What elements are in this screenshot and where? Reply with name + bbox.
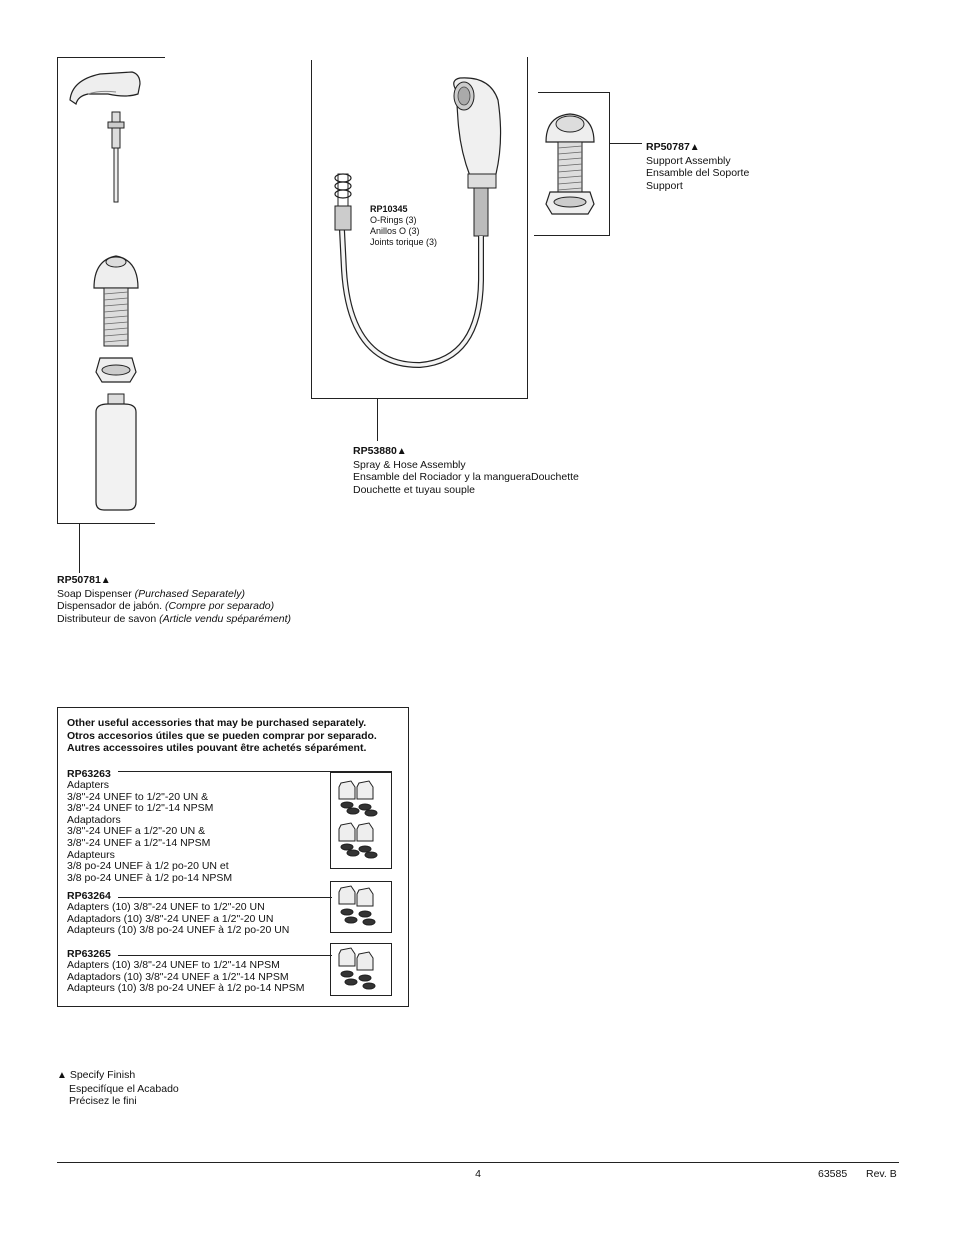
accessory-leader-3 [118, 955, 332, 956]
orings-line-fr: Joints torique (3) [370, 237, 438, 247]
accessories-box [57, 707, 409, 1007]
soap-bracket-bottom [57, 523, 155, 524]
spray-box-bottom [311, 398, 528, 399]
page-number: 4 [475, 1168, 481, 1180]
soap-bracket-top [57, 57, 165, 58]
specify-finish-marker: ▲ [100, 575, 111, 586]
adapter-set-illustration-1 [331, 773, 391, 868]
accessory-leader-2 [118, 897, 332, 898]
soap-dispenser-illustration [60, 60, 160, 520]
support-code: RP50787 [646, 141, 690, 153]
spray-hose-line-en: Spray & Hose Assembly [353, 458, 466, 471]
soap-leader-line [79, 523, 80, 573]
spray-hose-line-es: Ensamble del Rociador y la mangueraDouchette [353, 471, 579, 483]
orings-label [370, 204, 480, 248]
support-leader-line [609, 143, 642, 144]
specify-finish-footnote: ▲ Specify Finish Especifíque el Acabado Précisez le fini [57, 1069, 179, 1107]
soap-dispenser-label [57, 574, 357, 625]
soap-dispenser-line-fr: Distributeur de savon (Article vendu spéparément) [57, 612, 292, 625]
support-line-fr: Support [646, 179, 683, 192]
soap-dispenser-code: RP50781 [57, 574, 101, 586]
accessory-image-frame-1 [330, 772, 392, 869]
spray-box-left [311, 60, 312, 399]
orings-code: RP10345 [370, 204, 408, 214]
accessory-image-frame-3 [330, 943, 392, 996]
spray-hose-line-fr: Douchette et tuyau souple [353, 483, 476, 496]
support-line-en: Support Assembly [646, 154, 731, 167]
revision-label: Rev. B [866, 1168, 897, 1180]
support-line-es: Ensamble del Soporte [646, 167, 750, 179]
document-number: 63585 [818, 1168, 848, 1180]
adapter-set-illustration-3 [331, 944, 391, 995]
specify-finish-marker: ▲ [689, 142, 700, 153]
support-box-bottom [534, 235, 610, 236]
specify-finish-marker: ▲ [396, 446, 407, 457]
orings-line-en: O-Rings (3) [370, 215, 417, 225]
spray-hose-code: RP53880 [353, 445, 397, 457]
accessory-item-rp63265: RP63265 Adapters (10) 3/8"-24 UNEF to 1/2"-14 NPSM Adaptadors (10) 3/8"-24 UNEF a 1/2"-14 NPSM Adapteurs (10) 3/8 po-24 UNEF à 1/2 po-14 NPSM [67, 948, 305, 994]
accessories-heading: Other useful accessories that may be purchased separately. Otros accesorios útiles que se pueden comprar por separado. Autres accessoires utiles pouvant être achetés séparément. [67, 717, 377, 754]
adapter-set-illustration-2 [331, 882, 391, 932]
accessory-item-rp63263: RP63263 Adapters 3/8"-24 UNEF to 1/2"-20 UN & 3/8"-24 UNEF to 1/2"-14 NPSM Adaptadors 3/8"-24 UNEF a 1/2"-20 UN & 3/8"-24 UNEF a 1/2"-14 NPSM Adapteurs 3/8 po-24 UNEF à 1/2 po-20 UN et 3/8 po-24 UNEF à 1/2 po-14 NPSM [67, 768, 233, 884]
footer-rule [57, 1162, 899, 1163]
orings-line-es: Anillos O (3) [370, 226, 420, 236]
spray-leader-line [377, 398, 378, 441]
support-assembly-illustration [540, 110, 610, 225]
support-box-top [538, 92, 610, 93]
soap-dispenser-line-en: Soap Dispenser (Purchased Separately) [57, 587, 245, 600]
support-label [646, 141, 766, 192]
accessory-image-frame-2 [330, 881, 392, 933]
soap-dispenser-line-es: Dispensador de jabón. (Compre por separado) [57, 600, 275, 612]
specify-finish-marker: ▲ [57, 1070, 67, 1081]
soap-bracket-left [57, 57, 58, 524]
accessory-item-rp63264: RP63264 Adapters (10) 3/8"-24 UNEF to 1/2"-20 UN Adaptadors (10) 3/8"-24 UNEF a 1/2"-20 UN Adapteurs (10) 3/8 po-24 UNEF à 1/2 po-20 UN [67, 890, 290, 936]
spray-box-right [527, 57, 528, 399]
spray-hose-label [353, 445, 613, 496]
